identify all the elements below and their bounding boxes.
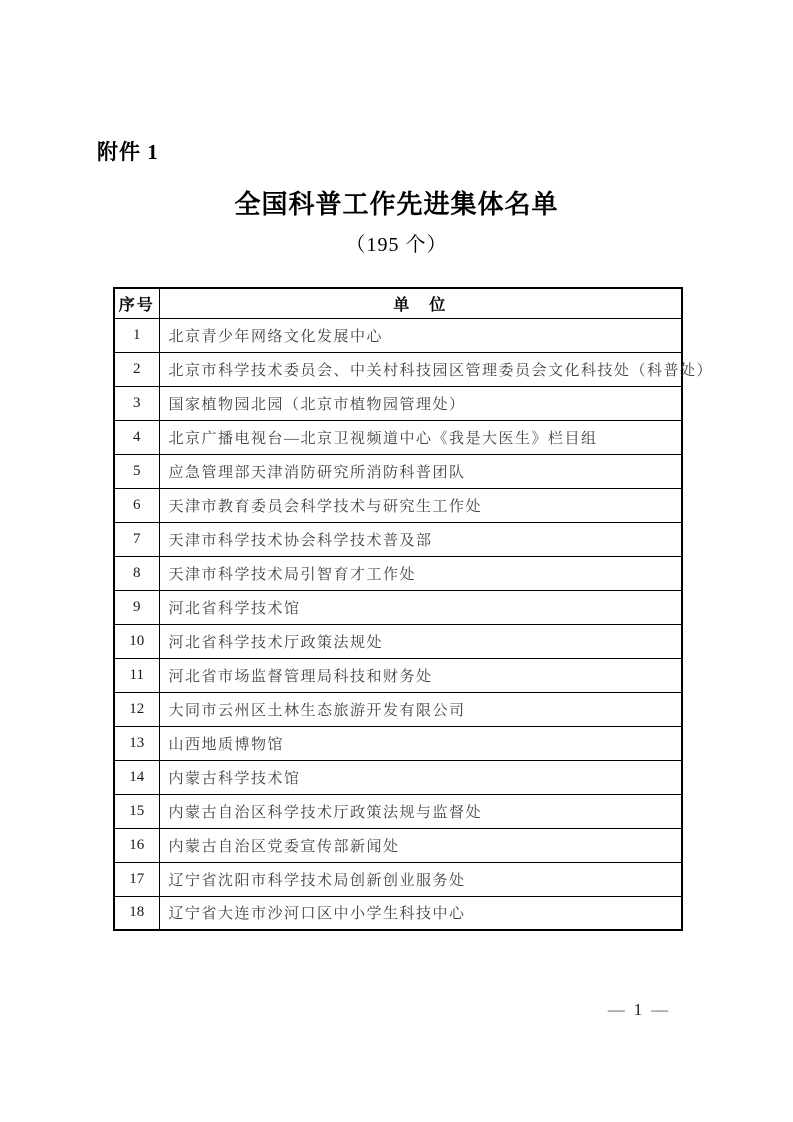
row-unit: 北京青少年网络文化发展中心 bbox=[159, 318, 682, 352]
row-unit: 国家植物园北园（北京市植物园管理处） bbox=[159, 386, 682, 420]
page-number bbox=[598, 1000, 678, 1020]
table-row bbox=[114, 488, 682, 522]
row-index: 3 bbox=[114, 386, 159, 420]
page-number-dash-right: — bbox=[651, 1000, 669, 1019]
table-row bbox=[114, 522, 682, 556]
row-index: 15 bbox=[114, 794, 159, 828]
table-row bbox=[114, 726, 682, 760]
row-index: 6 bbox=[114, 488, 159, 522]
table-row bbox=[114, 352, 682, 386]
row-unit: 内蒙古自治区党委宣传部新闻处 bbox=[159, 828, 682, 862]
table-row bbox=[114, 658, 682, 692]
table-row bbox=[114, 556, 682, 590]
row-unit: 河北省科学技术厅政策法规处 bbox=[159, 624, 682, 658]
page-title: 全国科普工作先进集体名单 bbox=[234, 190, 559, 219]
row-index: 16 bbox=[114, 828, 159, 862]
row-unit: 内蒙古科学技术馆 bbox=[159, 760, 682, 794]
row-unit: 北京广播电视台—北京卫视频道中心《我是大医生》栏目组 bbox=[159, 420, 682, 454]
table-row bbox=[114, 318, 682, 352]
row-unit: 河北省市场监督管理局科技和财务处 bbox=[159, 658, 682, 692]
attachment-label: 附件 1 bbox=[97, 140, 159, 164]
table-row bbox=[114, 420, 682, 454]
row-unit: 天津市教育委员会科学技术与研究生工作处 bbox=[159, 488, 682, 522]
row-index: 9 bbox=[114, 590, 159, 624]
table-header-row bbox=[114, 288, 682, 318]
row-unit: 河北省科学技术馆 bbox=[159, 590, 682, 624]
row-index: 10 bbox=[114, 624, 159, 658]
table-row bbox=[114, 386, 682, 420]
row-index: 2 bbox=[114, 352, 159, 386]
row-index: 1 bbox=[114, 318, 159, 352]
row-index: 7 bbox=[114, 522, 159, 556]
row-unit: 北京市科学技术委员会、中关村科技园区管理委员会文化科技处（科普处） bbox=[159, 352, 682, 386]
row-index: 17 bbox=[114, 862, 159, 896]
row-unit: 应急管理部天津消防研究所消防科普团队 bbox=[159, 454, 682, 488]
page-number-value: 1 bbox=[633, 1000, 643, 1019]
row-unit: 辽宁省沈阳市科学技术局创新创业服务处 bbox=[159, 862, 682, 896]
table-row bbox=[114, 692, 682, 726]
row-unit: 天津市科学技术局引智育才工作处 bbox=[159, 556, 682, 590]
table-row bbox=[114, 828, 682, 862]
row-index: 12 bbox=[114, 692, 159, 726]
page-number-dash-left: — bbox=[607, 1000, 625, 1019]
table-row bbox=[114, 590, 682, 624]
row-index: 4 bbox=[114, 420, 159, 454]
row-index: 5 bbox=[114, 454, 159, 488]
count-subtitle: （195 个） bbox=[345, 234, 448, 256]
row-index: 18 bbox=[114, 896, 159, 930]
row-unit: 辽宁省大连市沙河口区中小学生科技中心 bbox=[159, 896, 682, 930]
table-row bbox=[114, 794, 682, 828]
header-unit: 单 位 bbox=[159, 288, 682, 318]
row-index: 13 bbox=[114, 726, 159, 760]
row-unit: 山西地质博物馆 bbox=[159, 726, 682, 760]
units-table bbox=[113, 287, 714, 931]
row-unit: 天津市科学技术协会科学技术普及部 bbox=[159, 522, 682, 556]
table-row bbox=[114, 896, 682, 930]
table-row bbox=[114, 624, 682, 658]
row-index: 14 bbox=[114, 760, 159, 794]
table-row bbox=[114, 454, 682, 488]
table-row bbox=[114, 862, 682, 896]
header-index: 序号 bbox=[114, 288, 159, 318]
table-row bbox=[114, 760, 682, 794]
row-index: 8 bbox=[114, 556, 159, 590]
row-index: 11 bbox=[114, 658, 159, 692]
row-unit: 大同市云州区土林生态旅游开发有限公司 bbox=[159, 692, 682, 726]
row-unit: 内蒙古自治区科学技术厅政策法规与监督处 bbox=[159, 794, 682, 828]
